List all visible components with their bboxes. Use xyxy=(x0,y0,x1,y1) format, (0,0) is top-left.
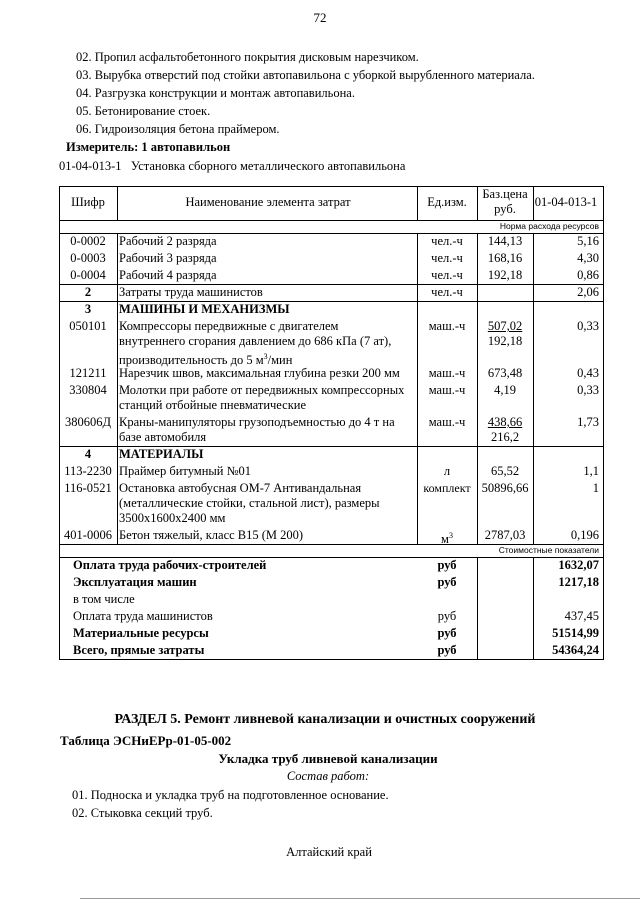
row-price-line: 168,16 xyxy=(487,251,523,265)
cost-name: Оплата труда рабочих-строителей xyxy=(73,558,267,572)
table-column-rule xyxy=(533,480,534,527)
table-column-rule xyxy=(417,480,418,527)
table-column-rule xyxy=(533,284,534,301)
table-column-rule xyxy=(417,318,418,365)
row-name-line: МАШИНЫ И МЕХАНИЗМЫ xyxy=(119,302,290,316)
row-name-line: Затраты труда машинистов xyxy=(119,285,263,299)
row-norm: 2,06 xyxy=(577,285,599,299)
table-reference: Таблица ЭСНиЕРр-01-05-002 xyxy=(60,733,232,748)
table-column-rule xyxy=(59,625,60,642)
row-price-line: 673,48 xyxy=(487,366,523,380)
row-code: 330804 xyxy=(69,383,107,397)
row-norm: 0,86 xyxy=(577,268,599,282)
table-column-rule xyxy=(603,250,604,267)
table-column-rule xyxy=(417,382,418,414)
table-column-rule xyxy=(603,220,604,233)
table-column-rule xyxy=(417,463,418,480)
table-row xyxy=(59,414,603,446)
table-row xyxy=(59,267,603,284)
table-column-rule xyxy=(477,642,478,659)
table-column-rule xyxy=(59,544,60,557)
table-rule xyxy=(59,186,604,187)
table-column-rule xyxy=(59,642,60,659)
row-name xyxy=(117,481,417,526)
table-column-rule xyxy=(59,220,60,233)
footer-region: Алтайский край xyxy=(286,845,372,859)
row-name-line: Праймер битумный №01 xyxy=(119,464,252,478)
row-code: 401-0006 xyxy=(64,528,112,542)
table-column-rule xyxy=(417,267,418,284)
table-column-rule xyxy=(59,446,60,463)
row-code: 0-0004 xyxy=(70,268,106,282)
row-name xyxy=(117,268,417,283)
table-column-rule xyxy=(59,301,60,318)
cost-value: 1217,18 xyxy=(558,575,599,589)
table-column-rule xyxy=(117,414,118,446)
row-name xyxy=(117,464,417,479)
row-name-line: внутреннего сгорания давлением до 686 кПа (7 ат), xyxy=(119,334,392,348)
table-row xyxy=(59,284,603,301)
row-name xyxy=(117,251,417,266)
cost-row xyxy=(59,642,603,659)
table-column-rule xyxy=(477,446,478,463)
table-rule xyxy=(59,557,604,558)
table-column-rule xyxy=(417,446,418,463)
cost-unit: руб xyxy=(437,558,457,572)
table-column-rule xyxy=(477,233,478,250)
row-unit: $м^3$ xyxy=(441,531,453,547)
table-column-rule xyxy=(603,446,604,463)
cost-subheader-row xyxy=(59,544,603,557)
table-column-rule xyxy=(477,414,478,446)
table-column-rule xyxy=(603,267,604,284)
table-row xyxy=(59,480,603,527)
row-name xyxy=(117,528,417,543)
row-price-line: 216,2 xyxy=(490,430,520,444)
table-column-rule xyxy=(417,186,418,220)
cost-unit: руб xyxy=(437,609,457,623)
section-title: РАЗДЕЛ 5. Ремонт ливневой канализации и очистных сооружений xyxy=(114,712,536,727)
cost-value: 54364,24 xyxy=(552,643,599,657)
cost-row xyxy=(59,591,603,608)
table-column-rule xyxy=(533,625,534,642)
row-price xyxy=(477,366,533,381)
row-name xyxy=(117,383,417,413)
table-column-rule xyxy=(533,382,534,414)
row-name-line: 3500х1600х2400 мм xyxy=(119,511,226,525)
table-column-rule xyxy=(117,186,118,220)
table-column-rule xyxy=(59,574,60,591)
table-column-rule xyxy=(59,233,60,250)
table-row xyxy=(59,250,603,267)
row-code: 113-2230 xyxy=(64,464,112,478)
table-rule xyxy=(59,220,604,221)
table-column-rule xyxy=(117,250,118,267)
row-price xyxy=(477,464,533,479)
table-column-rule xyxy=(59,186,60,220)
row-name xyxy=(117,415,417,445)
norm-subheader: Норма расхода ресурсов xyxy=(499,221,599,231)
table-column-rule xyxy=(417,250,418,267)
table-column-rule xyxy=(417,527,418,544)
table-column-rule xyxy=(477,267,478,284)
table-column-rule xyxy=(117,301,118,318)
cost-value: 51514,99 xyxy=(552,626,599,640)
norm-subheader-row xyxy=(59,220,603,233)
table-column-rule xyxy=(417,414,418,446)
row-norm: 0,33 xyxy=(577,383,599,397)
row-code: 050101 xyxy=(69,319,107,333)
cost-name: Всего, прямые затраты xyxy=(73,643,205,657)
table-column-rule xyxy=(533,233,534,250)
table-column-rule xyxy=(59,591,60,608)
work-step-06: 06. Гидроизоляция бетона праймером. xyxy=(76,122,280,136)
row-price xyxy=(477,383,533,398)
table-row xyxy=(59,463,603,480)
cost-row xyxy=(59,557,603,574)
row-unit: чел.-ч xyxy=(431,285,463,299)
row-price-line: 2787,03 xyxy=(484,528,526,542)
row-name-line: (металлические стойки, стальной лист), размеры xyxy=(119,496,380,510)
row-code: 4 xyxy=(84,447,92,461)
row-unit: маш.-ч xyxy=(428,415,466,429)
table-column-rule xyxy=(603,642,604,659)
row-name xyxy=(117,285,417,300)
table-row xyxy=(59,365,603,382)
table-column-rule xyxy=(533,463,534,480)
row-name-line: производительность до 5 $м^3$/мин xyxy=(119,352,293,368)
row-price xyxy=(477,528,533,543)
header-name: Наименование элемента затрат xyxy=(185,195,351,209)
table-column-rule xyxy=(477,382,478,414)
table-column-rule xyxy=(477,527,478,544)
table-column-rule xyxy=(477,365,478,382)
cost-unit: руб xyxy=(437,626,457,640)
cost-row xyxy=(59,625,603,642)
cost-name: Оплата труда машинистов xyxy=(73,609,213,623)
row-unit: чел.-ч xyxy=(431,268,463,282)
table-column-rule xyxy=(603,574,604,591)
table-column-rule xyxy=(417,233,418,250)
table-column-rule xyxy=(417,301,418,318)
cost-value: 437,45 xyxy=(564,609,599,623)
table-column-rule xyxy=(603,318,604,365)
table-column-rule xyxy=(603,544,604,557)
row-price xyxy=(477,234,533,249)
table-column-rule xyxy=(59,382,60,414)
table-column-rule xyxy=(603,382,604,414)
row-name xyxy=(117,302,417,317)
table-column-rule xyxy=(59,284,60,301)
row-unit: маш.-ч xyxy=(428,319,466,333)
row-code: 116-0521 xyxy=(64,481,112,495)
table-column-rule xyxy=(477,480,478,527)
table-column-rule xyxy=(533,186,534,220)
cost-name: в том числе xyxy=(73,592,135,606)
table-column-rule xyxy=(117,446,118,463)
page-bottom-rule xyxy=(80,898,640,899)
table-column-rule xyxy=(603,608,604,625)
row-price xyxy=(477,268,533,283)
table-column-rule xyxy=(533,365,534,382)
table-column-rule xyxy=(533,574,534,591)
row-norm: 4,30 xyxy=(577,251,599,265)
row-norm: 1,73 xyxy=(577,415,599,429)
table-column-rule xyxy=(477,301,478,318)
bottom-work-01: 01. Подноска и укладка труб на подготовленное основание. xyxy=(72,788,389,802)
row-price xyxy=(477,319,533,349)
table-column-rule xyxy=(117,382,118,414)
row-norm: 0,196 xyxy=(570,528,599,542)
table-rule xyxy=(59,659,604,660)
table-column-rule xyxy=(59,527,60,544)
table-column-rule xyxy=(533,591,534,608)
table-column-rule xyxy=(603,233,604,250)
row-price-line: 192,18 xyxy=(487,334,523,348)
row-code: 0-0002 xyxy=(70,234,106,248)
table-column-rule xyxy=(59,480,60,527)
table-column-rule xyxy=(59,267,60,284)
table-column-rule xyxy=(117,527,118,544)
row-code: 0-0003 xyxy=(70,251,106,265)
row-norm: 1 xyxy=(592,481,599,495)
row-name-line: Рабочий 3 разряда xyxy=(119,251,217,265)
table-column-rule xyxy=(533,301,534,318)
table-column-rule xyxy=(603,301,604,318)
table-column-rule xyxy=(417,284,418,301)
row-name xyxy=(117,447,417,462)
table-column-rule xyxy=(59,365,60,382)
subtitle: Укладка труб ливневой канализации xyxy=(218,751,438,766)
header-code: Шифр xyxy=(71,195,105,209)
row-name-line: Остановка автобусная ОМ-7 Антивандальная xyxy=(119,481,362,495)
table-column-rule xyxy=(59,414,60,446)
table-column-rule xyxy=(533,414,534,446)
row-price-line: 4,19 xyxy=(494,383,516,397)
row-name-line: Рабочий 4 разряда xyxy=(119,268,217,282)
table-header-row xyxy=(59,186,603,220)
row-unit: л xyxy=(443,464,451,478)
table-column-rule xyxy=(533,642,534,659)
table-column-rule xyxy=(603,414,604,446)
row-code: 380606Д xyxy=(64,415,112,429)
table-column-rule xyxy=(477,574,478,591)
table-column-rule xyxy=(603,365,604,382)
table-column-rule xyxy=(117,463,118,480)
table-column-rule xyxy=(603,557,604,574)
table-column-rule xyxy=(117,480,118,527)
table-column-rule xyxy=(477,318,478,365)
table-column-rule xyxy=(117,284,118,301)
table-rule xyxy=(59,301,604,302)
cost-value: 1632,07 xyxy=(558,558,599,572)
measure-unit: Измеритель: 1 автопавильон xyxy=(66,140,231,154)
table-column-rule xyxy=(533,446,534,463)
table-column-rule xyxy=(533,267,534,284)
row-name xyxy=(117,366,417,381)
row-unit: чел.-ч xyxy=(431,234,463,248)
table-column-rule xyxy=(477,557,478,574)
work-step-04: 04. Разгрузка конструкции и монтаж автопавильона. xyxy=(76,86,355,100)
row-unit: чел.-ч xyxy=(431,251,463,265)
row-code: 121211 xyxy=(69,366,107,380)
row-norm: 0,43 xyxy=(577,366,599,380)
table-row xyxy=(59,527,603,547)
header-norm: 01-04-013-1 xyxy=(534,195,598,209)
row-name-line: Компрессоры передвижные с двигателем xyxy=(119,319,339,333)
row-name-line: Бетон тяжелый, класс В15 (М 200) xyxy=(119,528,304,542)
table-column-rule xyxy=(603,463,604,480)
table-column-rule xyxy=(417,365,418,382)
table-row xyxy=(59,301,603,318)
row-unit: маш.-ч xyxy=(428,383,466,397)
cost-name: Материальные ресурсы xyxy=(73,626,209,640)
row-name-line: Рабочий 2 разряда xyxy=(119,234,217,248)
table-column-rule xyxy=(59,608,60,625)
table-column-rule xyxy=(603,591,604,608)
table-column-rule xyxy=(477,284,478,301)
work-step-03: 03. Вырубка отверстий под стойки автопавильона с уборкой вырубленного материала. xyxy=(76,68,535,82)
table-column-rule xyxy=(477,625,478,642)
table-column-rule xyxy=(533,318,534,365)
cost-unit: руб xyxy=(437,643,457,657)
table-column-rule xyxy=(117,318,118,365)
works-heading: Состав работ: xyxy=(286,769,370,783)
row-unit: маш.-ч xyxy=(428,366,466,380)
bottom-work-02: 02. Стыковка секций труб. xyxy=(72,806,213,820)
table-row xyxy=(59,446,603,463)
work-step-02: 02. Пропил асфальтобетонного покрытия дисковым нарезчиком. xyxy=(76,50,419,64)
table-column-rule xyxy=(59,318,60,365)
table-column-rule xyxy=(533,250,534,267)
table-column-rule xyxy=(59,557,60,574)
table-column-rule xyxy=(533,557,534,574)
work-step-05: 05. Бетонирование стоек. xyxy=(76,104,211,118)
row-name-line: Молотки при работе от передвижных компрессорных xyxy=(119,383,405,397)
cost-row xyxy=(59,608,603,625)
row-price xyxy=(477,481,533,496)
row-norm: 1,1 xyxy=(583,464,599,478)
row-price-line: 438,66 xyxy=(487,415,523,429)
row-norm: 5,16 xyxy=(577,234,599,248)
table-row xyxy=(59,382,603,414)
row-price-line: 65,52 xyxy=(490,464,520,478)
header-unit: Ед.изм. xyxy=(427,195,467,209)
table-column-rule xyxy=(477,186,478,220)
table-rule xyxy=(59,544,604,545)
table-row xyxy=(59,233,603,250)
row-code: 3 xyxy=(84,302,92,316)
row-code: 2 xyxy=(84,285,92,299)
table-column-rule xyxy=(59,250,60,267)
row-price xyxy=(477,251,533,266)
cost-row xyxy=(59,574,603,591)
table-rule xyxy=(59,233,604,234)
table-column-rule xyxy=(477,463,478,480)
table-column-rule xyxy=(477,591,478,608)
row-name xyxy=(117,319,417,368)
table-row xyxy=(59,318,603,368)
row-price-line: 192,18 xyxy=(487,268,523,282)
row-name-line: Краны-манипуляторы грузоподъемностью до 4 т на xyxy=(119,415,395,429)
cost-name: Эксплуатация машин xyxy=(73,575,197,589)
table-column-rule xyxy=(603,527,604,544)
table-column-rule xyxy=(603,186,604,220)
row-price-line: 144,13 xyxy=(487,234,523,248)
table-column-rule xyxy=(533,608,534,625)
row-norm: 0,33 xyxy=(577,319,599,333)
table-column-rule xyxy=(117,365,118,382)
table-column-rule xyxy=(603,625,604,642)
row-name-line: МАТЕРИАЛЫ xyxy=(119,447,204,461)
row-price-line: 507,02 xyxy=(487,319,523,333)
table-column-rule xyxy=(117,267,118,284)
table-column-rule xyxy=(117,233,118,250)
table-column-rule xyxy=(477,608,478,625)
row-price-line: 50896,66 xyxy=(481,481,529,495)
table-column-rule xyxy=(603,284,604,301)
page-number: 72 xyxy=(313,10,327,25)
row-name-line: станций отбойные пневматические xyxy=(119,398,307,412)
table-column-rule xyxy=(59,463,60,480)
table-column-rule xyxy=(533,527,534,544)
item-title: 01-04-013-1 Установка сборного металлического автопавильона xyxy=(59,159,406,173)
table-column-rule xyxy=(477,250,478,267)
table-rule xyxy=(59,284,604,285)
table-rule xyxy=(59,446,604,447)
cost-subheader: Стоимостные показатели xyxy=(498,545,599,555)
table-column-rule xyxy=(603,480,604,527)
row-unit: комплект xyxy=(423,481,471,495)
row-price xyxy=(477,415,533,445)
cost-unit: руб xyxy=(437,575,457,589)
row-name-line: Нарезчик швов, максимальная глубина резки 200 мм xyxy=(119,366,400,380)
row-name-line: базе автомобиля xyxy=(119,430,207,444)
header-price: Баз.цена руб. xyxy=(482,187,528,216)
row-name xyxy=(117,234,417,249)
